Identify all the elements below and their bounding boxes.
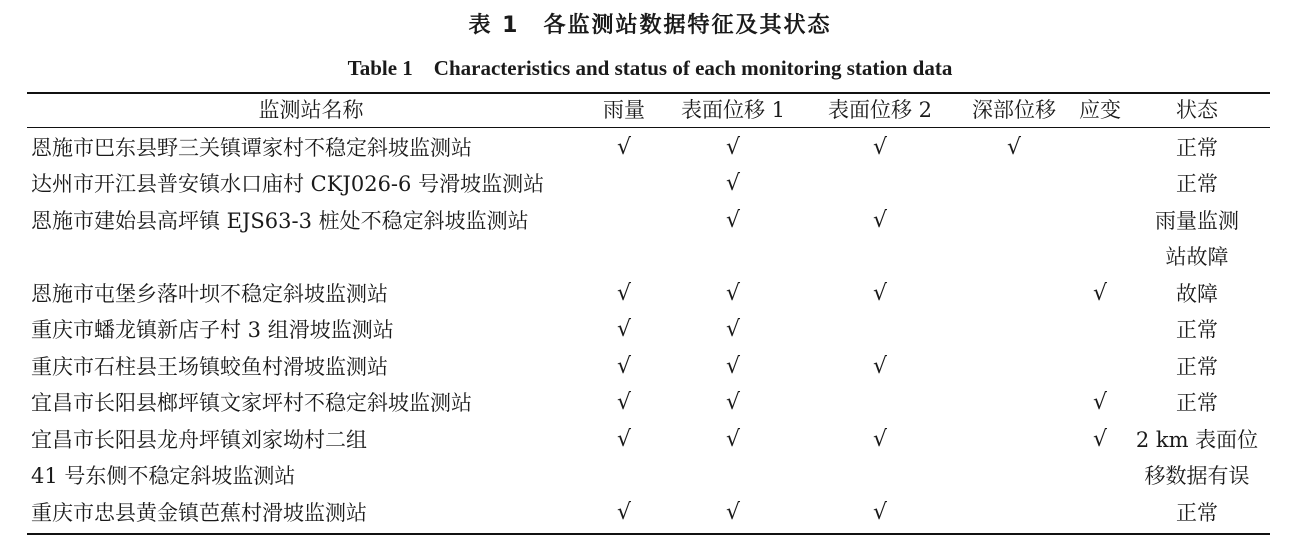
rainfall-check: √	[616, 390, 632, 415]
station-name: 重庆市石柱县王场镇蛟鱼村滑坡监测站	[31, 355, 388, 379]
rainfall-check: √	[616, 281, 632, 306]
status-text-cont: 移数据有误	[1144, 464, 1250, 488]
header-rainfall: 雨量	[603, 98, 645, 122]
table-title-cn: 表 1 各监测站数据特征及其状态	[468, 13, 832, 38]
status-text: 故障	[1176, 282, 1218, 306]
status-text: 正常	[1176, 355, 1218, 379]
rainfall-check: √	[616, 135, 632, 160]
header-status: 状态	[1176, 98, 1218, 122]
rainfall-check: √	[616, 317, 632, 342]
surface-displacement-1-check: √	[725, 171, 741, 196]
header-strain: 应变	[1079, 98, 1121, 122]
strain-check: √	[1092, 390, 1108, 415]
surface-displacement-2-check: √	[872, 354, 888, 379]
surface-displacement-1-check: √	[725, 208, 741, 233]
station-name: 恩施市屯堡乡落叶坝不稳定斜坡监测站	[31, 282, 388, 306]
deep-displacement-check: √	[1006, 135, 1022, 160]
header-deep-displacement: 深部位移	[972, 98, 1056, 122]
station-name: 恩施市巴东县野三关镇谭家村不稳定斜坡监测站	[31, 136, 472, 160]
station-name: 重庆市蟠龙镇新店子村 3 组滑坡监测站	[31, 318, 394, 342]
surface-displacement-2-check: √	[872, 135, 888, 160]
strain-check: √	[1092, 427, 1108, 452]
surface-displacement-2-check: √	[872, 208, 888, 233]
surface-displacement-1-check: √	[725, 354, 741, 379]
status-text: 正常	[1176, 172, 1218, 196]
surface-displacement-2-check: √	[872, 281, 888, 306]
surface-displacement-1-check: √	[725, 281, 741, 306]
status-text: 正常	[1176, 136, 1218, 160]
station-name: 重庆市忠县黄金镇芭蕉村滑坡监测站	[31, 501, 367, 525]
bottom-rule	[27, 533, 1270, 535]
header-surface-displacement-2: 表面位移 2	[827, 98, 933, 122]
surface-displacement-1-check: √	[725, 317, 741, 342]
surface-displacement-1-check: √	[725, 500, 741, 525]
status-text: 正常	[1176, 501, 1218, 525]
surface-displacement-1-check: √	[725, 390, 741, 415]
station-name: 达州市开江县普安镇水口庙村 CKJ026-6 号滑坡监测站	[31, 172, 545, 196]
header-station-name: 监测站名称	[258, 98, 364, 122]
header-surface-displacement-1: 表面位移 1	[680, 98, 786, 122]
rainfall-check: √	[616, 354, 632, 379]
surface-displacement-2-check: √	[872, 500, 888, 525]
station-name-cont: 41 号东侧不稳定斜坡监测站	[31, 464, 296, 488]
station-name: 宜昌市长阳县龙舟坪镇刘家坳村二组	[31, 428, 367, 452]
status-text-cont: 站故障	[1165, 245, 1229, 269]
status-text: 正常	[1176, 391, 1218, 415]
station-name: 恩施市建始县高坪镇 EJS63-3 桩处不稳定斜坡监测站	[31, 209, 529, 233]
table-title-en: Table 1 Characteristics and status of each monitoring station data	[347, 56, 953, 80]
status-text: 2 km 表面位	[1135, 428, 1259, 452]
surface-displacement-1-check: √	[725, 135, 741, 160]
rainfall-check: √	[616, 427, 632, 452]
status-text: 正常	[1176, 318, 1218, 342]
surface-displacement-1-check: √	[725, 427, 741, 452]
rainfall-check: √	[616, 500, 632, 525]
station-name: 宜昌市长阳县榔坪镇文家坪村不稳定斜坡监测站	[31, 391, 472, 415]
strain-check: √	[1092, 281, 1108, 306]
status-text: 雨量监测	[1155, 209, 1239, 233]
surface-displacement-2-check: √	[872, 427, 888, 452]
